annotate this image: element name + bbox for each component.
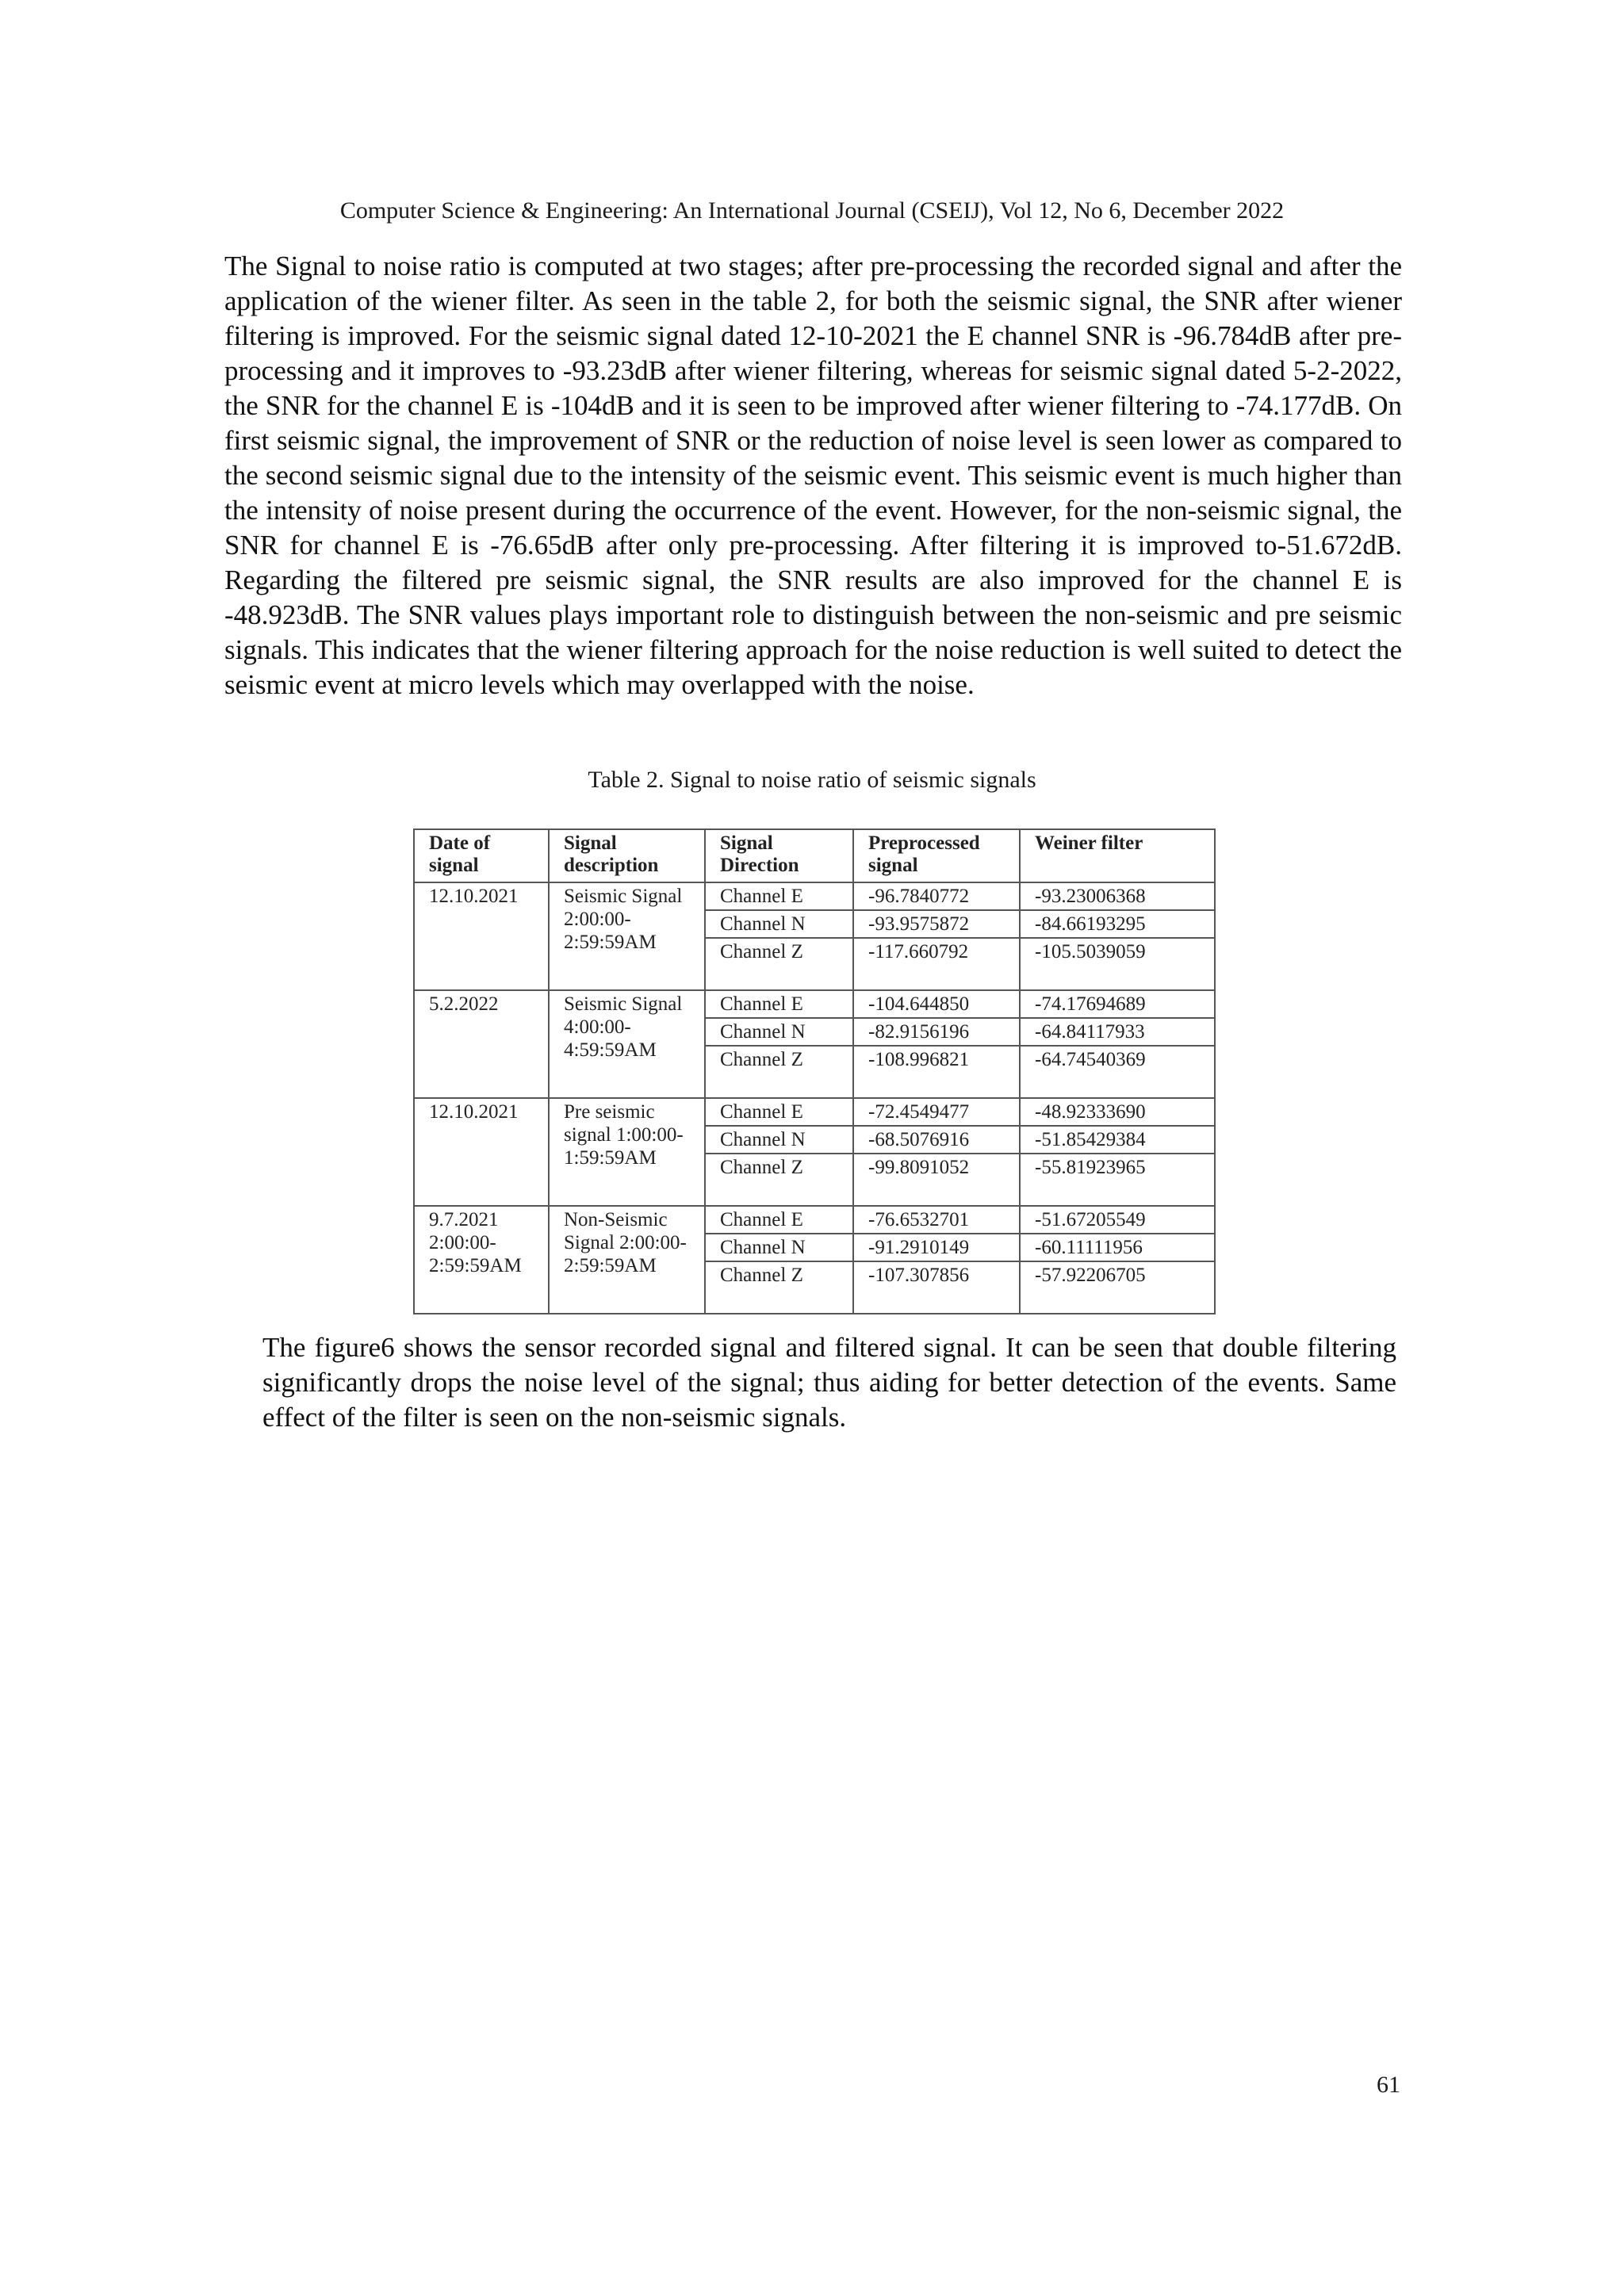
header-weiner: Weiner filter xyxy=(1020,829,1215,882)
cell-date: 12.10.2021 xyxy=(414,882,549,990)
cell-preprocessed: -93.9575872 xyxy=(853,910,1020,938)
header-direction: Signal Direction xyxy=(705,829,853,882)
cell-weiner: -51.67205549 xyxy=(1020,1206,1215,1234)
table-row xyxy=(414,1098,1215,1126)
cell-direction: Channel Z xyxy=(705,938,853,990)
cell-direction: Channel N xyxy=(705,910,853,938)
running-head: Computer Science & Engineering: An International Journal (CSEIJ), Vol 12, No 6, December 2022 xyxy=(339,197,1285,224)
cell-preprocessed: -107.307856 xyxy=(853,1261,1020,1314)
cell-direction: Channel Z xyxy=(705,1154,853,1206)
cell-preprocessed: -82.9156196 xyxy=(853,1018,1020,1046)
cell-direction: Channel E xyxy=(705,990,853,1018)
cell-preprocessed: -76.6532701 xyxy=(853,1206,1020,1234)
cell-direction: Channel Z xyxy=(705,1046,853,1098)
table-row xyxy=(414,1206,1215,1234)
cell-preprocessed: -96.7840772 xyxy=(853,882,1020,910)
cell-direction: Channel N xyxy=(705,1018,853,1046)
cell-weiner: -105.5039059 xyxy=(1020,938,1215,990)
cell-direction: Channel Z xyxy=(705,1261,853,1314)
cell-direction: Channel E xyxy=(705,882,853,910)
table-row xyxy=(414,882,1215,910)
cell-preprocessed: -104.644850 xyxy=(853,990,1020,1018)
cell-description: Pre seismic signal 1:00:00-1:59:59AM xyxy=(549,1098,705,1206)
cell-weiner: -55.81923965 xyxy=(1020,1154,1215,1206)
snr-table xyxy=(413,828,1216,1314)
cell-preprocessed: -117.660792 xyxy=(853,938,1020,990)
header-date: Date of signal xyxy=(414,829,549,882)
cell-date: 12.10.2021 xyxy=(414,1098,549,1206)
cell-description: Non-Seismic Signal 2:00:00-2:59:59AM xyxy=(549,1206,705,1314)
cell-preprocessed: -72.4549477 xyxy=(853,1098,1020,1126)
cell-weiner: -74.17694689 xyxy=(1020,990,1215,1018)
cell-direction: Channel E xyxy=(705,1206,853,1234)
cell-date: 5.2.2022 xyxy=(414,990,549,1098)
cell-description: Seismic Signal 4:00:00-4:59:59AM xyxy=(549,990,705,1098)
cell-weiner: -84.66193295 xyxy=(1020,910,1215,938)
header-description: Signal description xyxy=(549,829,705,882)
cell-weiner: -51.85429384 xyxy=(1020,1126,1215,1154)
page-number: 61 xyxy=(1377,2072,1400,2098)
cell-weiner: -48.92333690 xyxy=(1020,1098,1215,1126)
cell-weiner: -64.74540369 xyxy=(1020,1046,1215,1098)
body-paragraph-snr: The Signal to noise ratio is computed at two stages; after pre-processing the recorded signal and after the application of the wiener filter. As seen in the table 2, for both the seismic signal, the SNR after wiener filtering is improved. For the seismic signal dated 12-10-2021 the E channel SNR is -96.784dB after pre-processing and it improves to -93.23dB after wiener filtering, whereas for seismic signal dated 5-2-2022, the SNR for the channel E is -104dB and it is seen to be improved after wiener filtering to -74.177dB. On first seismic signal, the improvement of SNR or the reduction of noise level is seen lower as compared to the second seismic signal due to the intensity of the seismic event. This seismic event is much higher than the intensity of noise present during the occurrence of the event. However, for the non-seismic signal, the SNR for channel E is -76.65dB after only pre-processing. After filtering it is improved to-51.672dB. Regarding the filtered pre seismic signal, the SNR results are also improved for the channel E is -48.923dB. The SNR values plays important role to distinguish between the non-seismic and pre seismic signals. This indicates that the wiener filtering approach for the noise reduction is well suited to detect the seismic event at micro levels which may overlapped with the noise. xyxy=(224,251,1402,700)
cell-weiner: -64.84117933 xyxy=(1020,1018,1215,1046)
header-preprocessed: Preprocessed signal xyxy=(853,829,1020,882)
body-paragraph-figure6: The figure6 shows the sensor recorded signal and filtered signal. It can be seen that double filtering significantly drops the noise level of the signal; thus aiding for better detection of the events. Same effect of the filter is seen on the non-seismic signals. xyxy=(262,1332,1396,1433)
table-header-row xyxy=(414,829,1215,882)
cell-direction: Channel N xyxy=(705,1234,853,1261)
cell-preprocessed: -68.5076916 xyxy=(853,1126,1020,1154)
table-row xyxy=(414,990,1215,1018)
cell-preprocessed: -99.8091052 xyxy=(853,1154,1020,1206)
cell-date: 9.7.2021 2:00:00-2:59:59AM xyxy=(414,1206,549,1314)
table-caption: Table 2. Signal to noise ratio of seismic signals xyxy=(588,767,1036,793)
cell-description: Seismic Signal 2:00:00-2:59:59AM xyxy=(549,882,705,990)
cell-direction: Channel E xyxy=(705,1098,853,1126)
cell-weiner: -93.23006368 xyxy=(1020,882,1215,910)
cell-direction: Channel N xyxy=(705,1126,853,1154)
cell-weiner: -60.11111956 xyxy=(1020,1234,1215,1261)
cell-preprocessed: -108.996821 xyxy=(853,1046,1020,1098)
cell-preprocessed: -91.2910149 xyxy=(853,1234,1020,1261)
cell-weiner: -57.92206705 xyxy=(1020,1261,1215,1314)
